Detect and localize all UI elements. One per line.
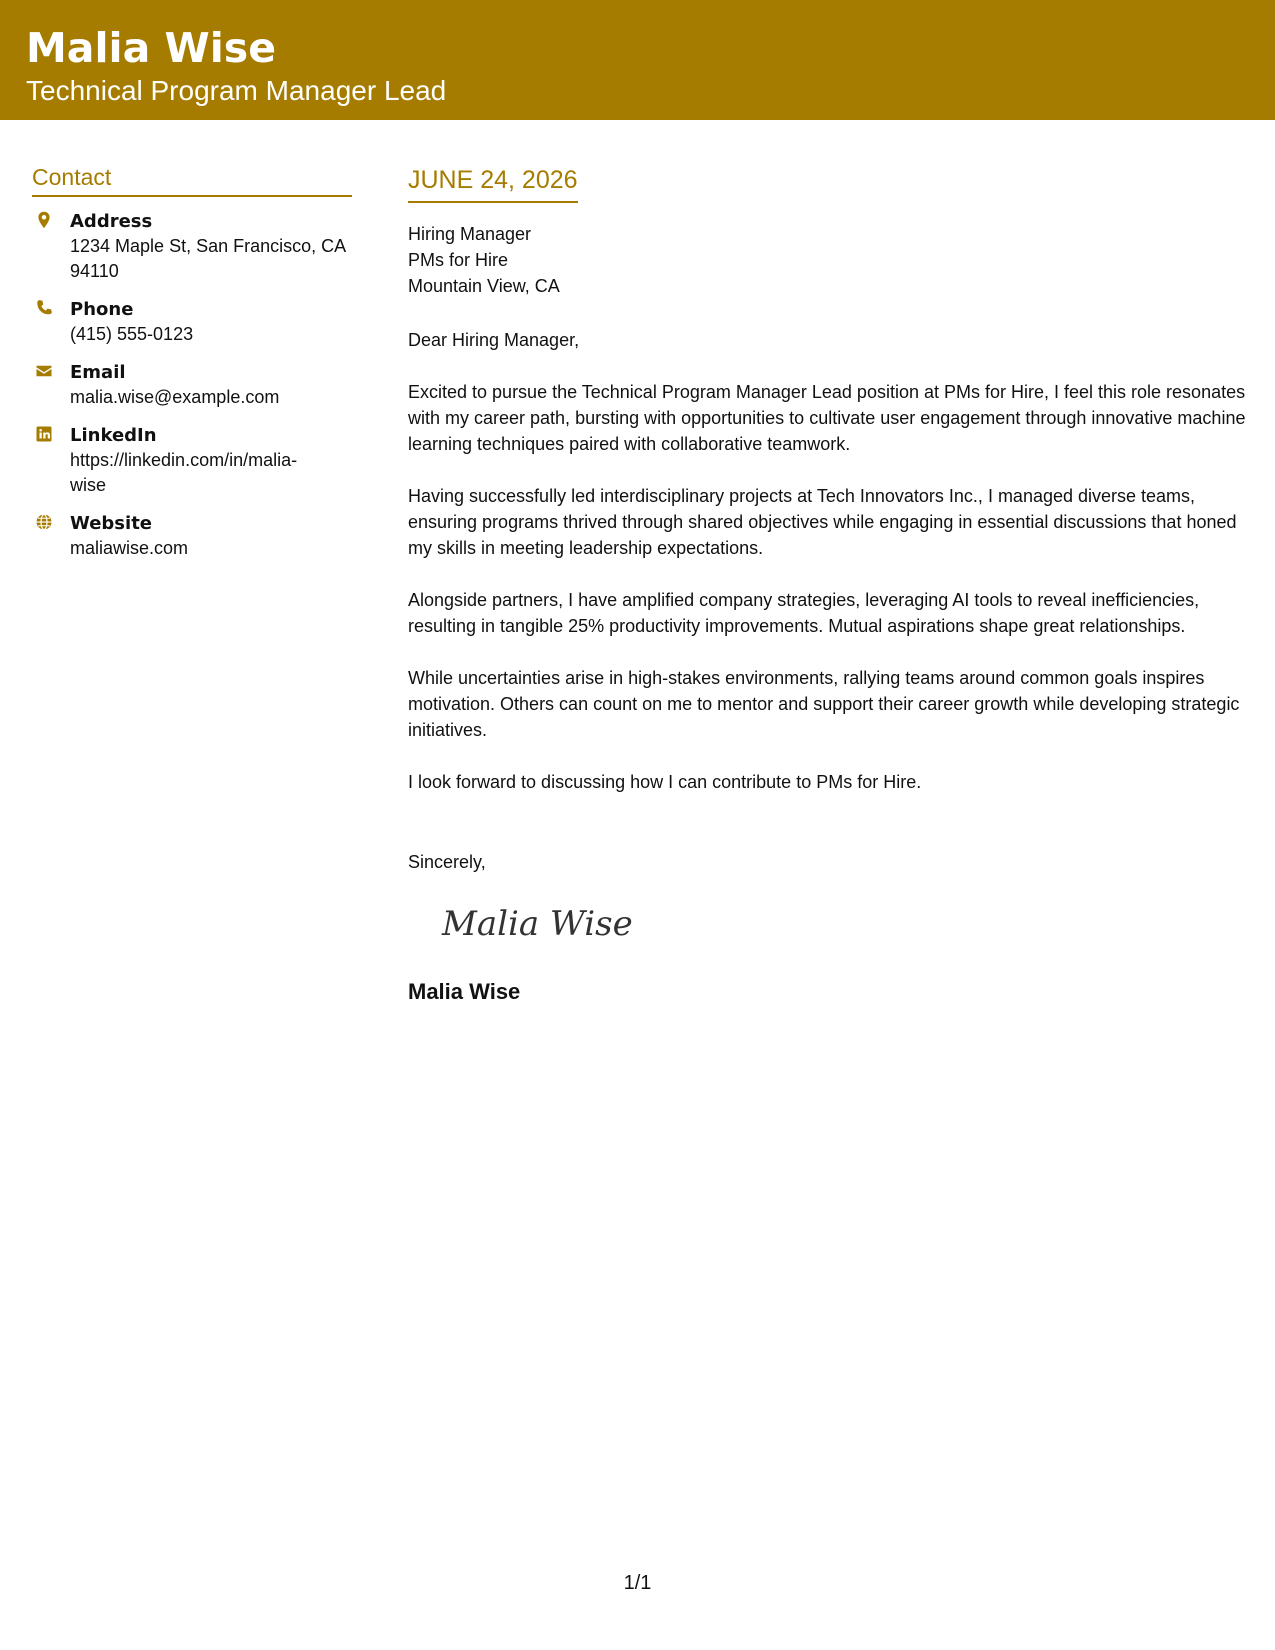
map-pin-icon: [35, 211, 53, 229]
contact-item-website: [32, 511, 352, 561]
body-paragraph: I look forward to discussing how I can contribute to PMs for Hire.: [408, 772, 922, 792]
applicant-job-title: Technical Program Manager Lead: [26, 75, 447, 106]
recipient-line: PMs for Hire: [408, 250, 509, 270]
body-paragraph: While uncertainties arise in high-stakes environments, rallying teams around common goals inspires motivation. Others can count on me to mentor and support their career growth while developing strategic initiatives.: [408, 668, 1240, 740]
letter-date: JUNE 24, 2026: [408, 166, 578, 194]
salutation: Dear Hiring Manager,: [408, 330, 580, 350]
handwritten-signature: [438, 895, 648, 955]
contact-item-address: [32, 209, 352, 284]
linkedin-icon: [35, 425, 53, 443]
contact-heading: Contact: [32, 162, 352, 197]
contact-label: Email: [70, 362, 126, 383]
recipient-line: Mountain View, CA: [408, 276, 560, 296]
contact-value[interactable]: maliawise.com: [70, 538, 189, 558]
contact-sidebar: [32, 162, 352, 574]
signature-text: Malia Wise: [442, 904, 633, 944]
contact-list: [32, 209, 352, 561]
contact-value: (415) 555-0123: [70, 324, 194, 344]
page-number: 1/1: [623, 1572, 652, 1594]
recipient-line: Hiring Manager: [408, 224, 532, 244]
contact-label: Phone: [70, 299, 134, 320]
envelope-icon: [35, 362, 53, 380]
applicant-name: Malia Wise: [26, 24, 277, 72]
body-paragraph: Excited to pursue the Technical Program Manager Lead position at PMs for Hire, I feel this role resonates with my career path, bursting with opportunities to cultivate user engagement through innovative machine learning techniques paired with collaborative teamwork.: [408, 382, 1246, 454]
closing: Sincerely,: [408, 852, 486, 872]
header-banner: [0, 0, 1275, 120]
contact-value[interactable]: https://linkedin.com/in/malia-wise: [70, 450, 298, 495]
contact-item-phone: [32, 297, 352, 347]
contact-value: 1234 Maple St, San Francisco, CA 94110: [70, 236, 346, 281]
recipient-block: [408, 221, 1248, 299]
body-paragraph: Having successfully led interdisciplinary projects at Tech Innovators Inc., I managed diverse teams, ensuring programs thrived through shared objectives while engaging in essential discussions that honed my skills in meeting leadership expectations.: [408, 486, 1237, 558]
contact-label: Address: [70, 211, 153, 232]
contact-label: LinkedIn: [70, 425, 157, 446]
contact-value: malia.wise@example.com: [70, 387, 280, 407]
body-paragraph: Alongside partners, I have amplified company strategies, leveraging AI tools to reveal inefficiencies, resulting in tangible 25% productivity improvements. Mutual aspirations shape great relationships.: [408, 590, 1200, 636]
contact-item-email: [32, 360, 352, 410]
contact-label: Website: [70, 513, 153, 534]
contact-item-linkedin: [32, 423, 352, 498]
date-block: [408, 164, 578, 203]
globe-icon: [35, 513, 53, 531]
letter-body: [408, 164, 1248, 1006]
signed-name: Malia Wise: [408, 979, 521, 1004]
phone-icon: [35, 299, 53, 317]
